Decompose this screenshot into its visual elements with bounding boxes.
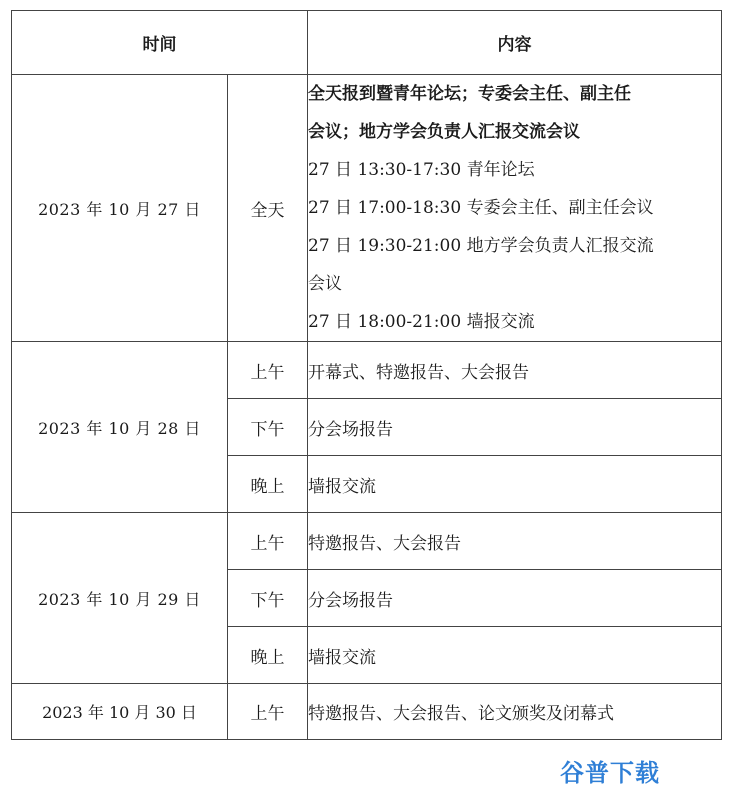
content-cell: 分会场报告: [308, 399, 722, 456]
content-line: 会议；地方学会负责人汇报交流会议: [308, 122, 580, 142]
content-cell: 分会场报告: [308, 570, 722, 627]
content-cell: 墙报交流: [308, 627, 722, 684]
content-cell: 墙报交流: [308, 456, 722, 513]
content-line: 会议: [308, 274, 342, 294]
period-cell: 晚上: [228, 456, 308, 513]
content-line: 27 日 18:00-21:00 墙报交流: [308, 312, 535, 332]
period-cell: 上午: [228, 513, 308, 570]
table-row: [12, 342, 722, 399]
period-cell: 下午: [228, 570, 308, 627]
content-cell: [308, 75, 722, 342]
content-line: 27 日 19:30-21:00 地方学会负责人汇报交流: [308, 236, 654, 256]
watermark-logo: 谷普下载: [560, 759, 660, 787]
period-cell: 下午: [228, 399, 308, 456]
content-line: 27 日 17:00-18:30 专委会主任、副主任会议: [308, 198, 654, 218]
date-cell: 2023 年 10 月 29 日: [12, 513, 228, 684]
period-cell: 晚上: [228, 627, 308, 684]
period-cell: 全天: [228, 75, 308, 342]
header-time: 时间: [12, 11, 308, 75]
header-row: [12, 11, 722, 75]
table-row: [12, 684, 722, 740]
date-cell: 2023 年 10 月 30 日: [12, 684, 228, 740]
content-line: 27 日 13:30-17:30 青年论坛: [308, 160, 535, 180]
header-content: 内容: [308, 11, 722, 75]
content-cell: 特邀报告、大会报告: [308, 513, 722, 570]
content-line: 全天报到暨青年论坛；专委会主任、副主任: [308, 84, 631, 104]
content-cell: 特邀报告、大会报告、论文颁奖及闭幕式: [308, 684, 722, 740]
date-cell: 2023 年 10 月 28 日: [12, 342, 228, 513]
date-cell: 2023 年 10 月 27 日: [12, 75, 228, 342]
table-row: [12, 75, 722, 342]
table-row: [12, 513, 722, 570]
period-cell: 上午: [228, 684, 308, 740]
period-cell: 上午: [228, 342, 308, 399]
schedule-table: [11, 10, 722, 740]
content-cell: 开幕式、特邀报告、大会报告: [308, 342, 722, 399]
